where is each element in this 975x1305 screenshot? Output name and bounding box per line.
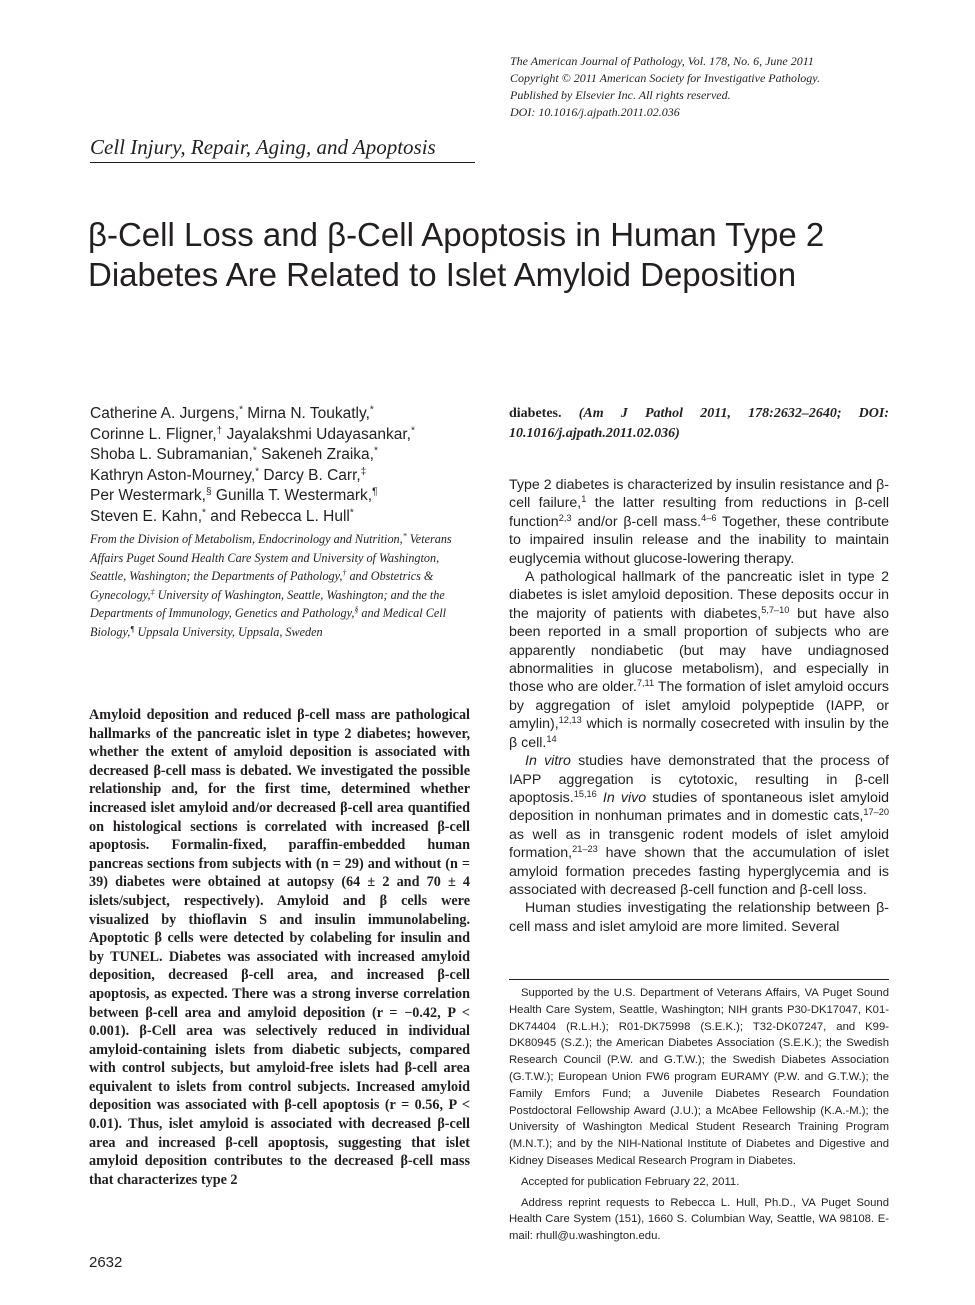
- abstract-continuation: [509, 404, 889, 444]
- publisher-line: Published by Elsevier Inc. All rights reserved.: [510, 88, 731, 102]
- email-link[interactable]: rhull@u.washington.edu: [536, 1230, 658, 1243]
- author-list: [90, 404, 490, 527]
- author-line: Corinne L. Fligner,† Jayalakshmi Udayasankar,*: [90, 424, 415, 443]
- reference-link[interactable]: 12,13: [558, 715, 582, 726]
- body-paragraph-3: In vitro studies have demonstrated that the process of IAPP aggregation is cytotoxic, resulting in β-cell apoptosis.$^{15,16}$ In vivo studies of spontaneous islet amyloid deposition in nonhuman primates and in domestic cats,$^{17-20}$ as well as in transgenic rodent models of islet amyloid formation,$^{21-23}$ have shown that the accumulation of islet amyloid formation precedes fasting hyperglycemia and is associated with decreased β-cell function and β-cell loss.: [509, 753, 889, 898]
- author-line: Per Westermark,§ Gunilla T. Westermark,¶: [90, 486, 378, 504]
- reprint-footnote: Address reprint requests to Rebecca L. Hull, Ph.D., VA Puget Sound Health Care System (151), 1660 S. Columbian Way, Seattle, WA 98108. E-mail: rhull@u.washington.edu.: [509, 1196, 889, 1243]
- reference-link[interactable]: 2,3: [558, 512, 572, 523]
- reference-link[interactable]: 15,16: [573, 788, 597, 799]
- footnote-divider: [509, 979, 889, 980]
- abstract-end-word: diabetes.: [509, 406, 562, 421]
- section-heading: Cell Injury, Repair, Aging, and Apoptosis: [90, 133, 475, 163]
- abstract: Amyloid deposition and reduced β-cell mass are pathological hallmarks of the pancreatic islet in type 2 diabetes; however, whether the extent of amyloid deposition is associated with decreased β-cell mass is debated. We investigated the possible relationship and, for the first time, determined whether increased islet amyloid and/or decreased β-cell area quantified on histological sections is correlated with increased β-cell apoptosis. Formalin-fixed, paraffin-embedded human pancreas sections from subjects with (n = 29) and without (n = 39) diabetes were obtained at autopsy (64 ± 2 and 70 ± 4 islets/subject, respectively). Amyloid and β cells were visualized by thioflavin S and insulin immunolabeling. Apoptotic β cells were detected by colabeling for insulin and by TUNEL. Diabetes was associated with increased amyloid deposition, decreased β-cell area, and increased β-cell apoptosis, as expected. There was a strong inverse correlation between β-cell area and amyloid deposition (r = −0.42, P < 0.001). β-Cell area was selectively reduced in individual amyloid-containing islets from diabetic subjects, compared with control subjects, but amyloid-free islets had β-cell area equivalent to islets from control subjects. Increased amyloid deposition was associated with β-cell apoptosis (r = 0.56, P < 0.01). Thus, islet amyloid is associated with decreased β-cell area and increased β-cell apoptosis, suggesting that islet amyloid deposition contributes to the decreased β-cell mass that characterizes type 2: [89, 707, 470, 1188]
- author-line: Kathryn Aston-Mourney,* Darcy B. Carr,‡: [90, 465, 367, 484]
- title-line-1: β-Cell Loss and β-Cell Apoptosis in Human Type 2: [88, 216, 825, 253]
- body-paragraph-1: Type 2 diabetes is characterized by insulin resistance and β-cell failure,$^1$ the latter resulting from reductions in β-cell function$^{2,3}$ and/or β-cell mass.$^{4-6}$ Together, these contribute to impaired insulin release and the inability to maintain euglycemia without glucose-lowering therapy.: [509, 477, 889, 567]
- affiliations: From the Division of Metabolism, Endocrinology and Nutrition,* Veterans Affairs Puget Sound Health Care System and University of Washington, Seattle, Washington; the Departments of Pathology,† and Obstetrics & Gynecology,‡ University of Washington, Seattle, Washington; and the the Departments of Immunology, Genetics and Pathology,§ and Medical Cell Biology,¶ Uppsala University, Uppsala, Sweden: [90, 531, 452, 639]
- abstract-citation: (Am J Pathol 2011, 178:2632–2640; DOI: 10.1016/j.ajpath.2011.02.036): [509, 406, 890, 441]
- reference-link[interactable]: 7,11: [636, 678, 655, 689]
- doi-line: DOI: 10.1016/j.ajpath.2011.02.036: [510, 105, 680, 119]
- journal-info: [510, 53, 950, 121]
- funding-footnote: Supported by the U.S. Department of Veterans Affairs, VA Puget Sound Health Care System, Seattle, Washington; NIH grants P30-DK17047, K01-DK74404 (R.L.H.); R01-DK75998 (S.E.K.); T32-DK07247, and K99-DK80945 (S.Z.); the American Diabetes Association (S.E.K.); the Swedish Research Council (P.W. and G.T.W.); the Swedish Diabetes Association (G.T.W.); European Union FW6 program EURAMY (P.W. and G.T.W.); the Family Emfors Fund; a Juvenile Diabetes Research Foundation Postdoctoral Fellowship Award (J.U.); a McAbee Fellowship (K.A.-M.); the University of Washington Medical Student Research Training Program (M.N.T.); and by the NIH-National Institute of Diabetes and Digestive and Kidney Diseases Medical Research Program in Diabetes.: [509, 987, 889, 1167]
- author-line: Catherine A. Jurgens,* Mirna N. Toukatly,*: [90, 404, 374, 422]
- journal-citation: The American Journal of Pathology, Vol. 178, No. 6, June 2011: [510, 54, 814, 68]
- author-line: Steven E. Kahn,* and Rebecca L. Hull*: [90, 506, 354, 525]
- reference-link[interactable]: 1: [581, 494, 587, 505]
- body-paragraph-4: Human studies investigating the relationship between β-cell mass and islet amyloid are more limited. Several: [509, 900, 889, 935]
- reference-link[interactable]: 17–20: [863, 807, 889, 818]
- reference-link[interactable]: 21–23: [572, 844, 598, 855]
- accepted-footnote: Accepted for publication February 22, 2011.: [521, 1175, 740, 1188]
- body-text: [509, 476, 889, 936]
- copyright-line: Copyright © 2011 American Society for Investigative Pathology.: [510, 71, 820, 85]
- reference-link[interactable]: 4–6: [701, 512, 717, 523]
- reference-link[interactable]: 5,7–10: [761, 604, 790, 615]
- page-number: 2632: [89, 1254, 123, 1271]
- article-title: [88, 215, 918, 295]
- author-line: Shoba L. Subramanian,* Sakeneh Zraika,*: [90, 445, 378, 463]
- reference-link[interactable]: 14: [546, 733, 557, 744]
- footnotes: [509, 985, 889, 1249]
- title-line-2: Diabetes Are Related to Islet Amyloid Deposition: [88, 256, 797, 293]
- body-paragraph-2: A pathological hallmark of the pancreatic islet in type 2 diabetes is islet amyloid deposition. These deposits occur in the majority of patients with diabetes,$^{5,7-10}$ but have also been reported in a small proportion of subjects who are apparently nondiabetic (but may have undiagnosed abnormalities in glucose metabolism), and especially in those who are older.$^{7,11}$ The formation of islet amyloid occurs by aggregation of islet amyloid polypeptide (IAPP, or amylin),$^{12,13}$ which is normally cosecreted with insulin by the β cell.$^{14}$: [509, 569, 890, 751]
